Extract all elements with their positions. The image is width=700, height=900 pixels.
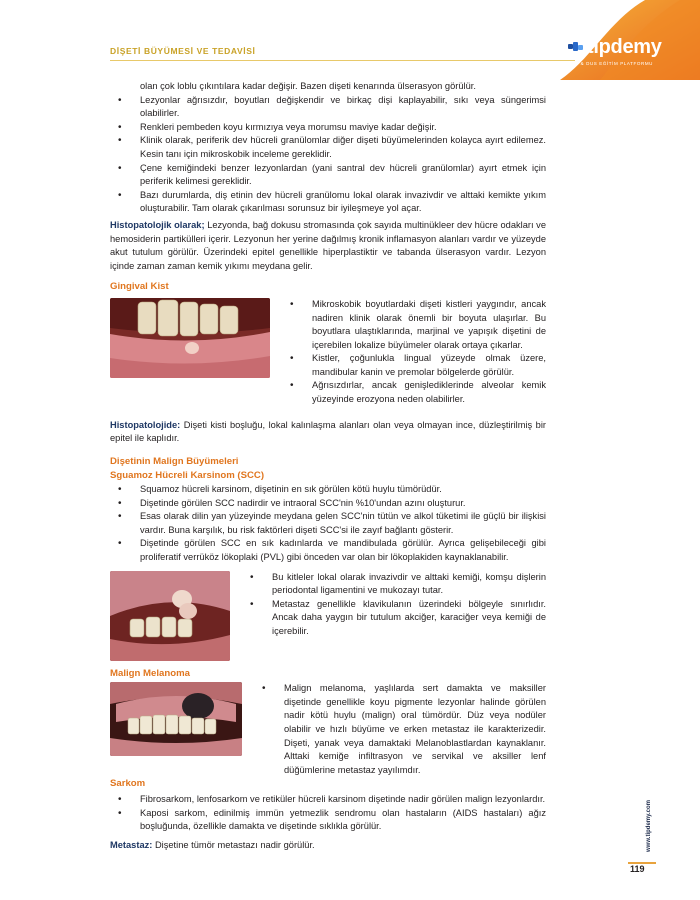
intro-bullets [110,94,546,216]
histopathology-text: Lezyonda, bağ dokusu stromasında çok sayıda multinükleer dev hücre odakları ve hemosiderin partikülleri içerir. Lezyonun her yerine dağılmış kronik inflamasyon alanları vardır ve yüzeyde akut tutulum görülür. Üzerindeki epitel genellikle hiperplastiktir ve tabanda ülserasyon vardır. Lezyon içinde zaman zaman kemik yıkımı meydana gelir. [110,219,546,271]
brand-name: tıpdemy [587,36,662,58]
list-item: • Kaposi sarkom, edinilmiş immün yetmezlik sendromu olan hastaların (AIDS hastaları) ağız boşluğunda, özellikle damakta ve dişetinde sıklıkla görülür. [140,807,546,834]
page-number: 119 [630,864,645,874]
melanoma-heading: Malign Melanoma [110,667,190,679]
list-item: • Fibrosarkom, lenfosarkom ve retiküler hücreli karsinom dişetinde nadir görülen malign lezyonlardır. [140,793,546,807]
header-divider [110,60,575,61]
metastasis-text: Dişetine tümör metastazı nadir görülür. [152,839,315,850]
melanoma-section [110,682,546,777]
histopathology-label: Histopatolojide: [110,419,181,430]
scc-heading: Sguamoz Hücreli Karsinom (SCC) [110,470,265,482]
histopathology-label: Histopatolojik olarak; [110,219,205,230]
list-item: • Bu kitleler lokal olarak invazivdir ve alttaki kemiği, komşu dişlerin periodontal ligamentini ve mukozayı tutar. [272,571,546,598]
list-item: • Dişetinde görülen SCC en sık kadınlarda ve mandibulada görülür. Ayrıca gelişebileceği gibi proliferatif verrüköz lökoplaki (PVL) gibi önceden var olan bir lökoplakiden kaynaklanabilir. [140,537,546,564]
brand-mark-icon [568,42,584,54]
list-item: • Squamoz hücreli karsinom, dişetinin en sık görülen kötü huylu tümörüdür. [140,483,546,497]
running-header: DİŞETİ BÜYÜMESİ VE TEDAVİSİ [110,46,256,56]
scc-photo [110,571,230,661]
histopathology-text: Dişeti kisti boşluğu, lokal kalınlaşma alanları olan veya olmayan ince, düzleştirilmiş bir epitel ile kaplıdır. [110,419,546,444]
brand-tagline: TUS & DUS EĞİTİM PLATFORMU [568,61,654,66]
list-item: • Renkleri pembeden koyu kırmızıya veya morumsu maviye kadar değişir. [140,121,546,135]
brand-logo[interactable] [568,36,688,66]
malignant-heading: Dişetinin Malign Büyümeleri [110,455,239,467]
metastasis-label: Metastaz: [110,839,153,850]
sarcoma-heading: Sarkom [110,778,146,790]
list-item: • Bazı durumlarda, diş etinin dev hücreli granülomu lokal olarak invazivdir ve alttaki kemikte yıkım oluşturabilir. Tam olarak çıkarılması sorunsuz bir iyileşmeye yol açar. [140,189,546,216]
list-item: • Esas olarak dilin yan yüzeyinde meydana gelen SCC'nin tütün ve alkol tüketimi ile güçlü bir ilişkisi vardır. Buna karşılık, bu risk faktörleri dişeti SCC'si ile zayıf bağlantı gösterir. [140,510,546,537]
list-item: • Çene kemiğindeki benzer lezyonlardan (yani santral dev hücreli granülomlar) ayırt etmek için periferik kelimesi gereklidir. [140,162,546,189]
gingival-cyst-section [110,298,546,407]
gingival-cyst-photo [110,298,270,378]
list-item: • Dişetinde görülen SCC nadirdir ve intraoral SCC'nin %10'undan azını oluşturur. [140,497,546,511]
gingival-cyst-heading: Gingival Kist [110,281,169,293]
melanoma-photo [110,682,242,756]
list-item: • Malign melanoma, yaşlılarda sert damakta ve maksiller dişetinde genellikle koyu pigmente lezyonlar halinde görülen nadir kötü huylu (malign) oral tümördür. Düz veya nodüler olabilir ve hızlı büyüme ve erken metastaz ile karakterizedir. Dişeti, yanak veya damaktaki Melanoblastlardan kaynaklanır. Alttaki kemiğe infiltrasyon ve servikal ve aksiller lenf düğümlerine metastaz yayılımdır. [284,682,546,777]
metastasis-paragraph [110,839,546,853]
list-item: • Kistler, çoğunlukla lingual yüzeyde olmak üzere, mandibular kanin ve premolar bölgelerde görülür. [312,352,546,379]
page-content [110,80,546,852]
scc-bullets [110,483,546,565]
scc-photo-section [110,571,546,661]
melanoma-bullets [260,682,546,777]
sarcoma-bullets [110,793,546,834]
list-item: • Klinik olarak, periferik dev hücreli granülomlar diğer dişeti büyümelerinden kolayca ayırt edilemez. Kesin tanı için mikroskobik inceleme gereklidir. [140,134,546,161]
histopathology-paragraph [110,219,546,273]
list-item: • Ağrısızdırlar, ancak genişlediklerinde alveolar kemik yüzeyinde erozyona neden olabilirler. [312,379,546,406]
list-item: • Lezyonlar ağrısızdır, boyutları değişkendir ve birkaç dişi kaplayabilir, sıkı veya süngerimsi olabilirler. [140,94,546,121]
list-item: • Metastaz genellikle klavikulanın üzerindeki bölgeyle sınırlıdır. Ancak daha yaygın bir tutulum akciğer, karaciğer veya kemiği de içerebilir. [272,598,546,639]
gingival-cyst-bullets [288,298,546,407]
scc-photo-bullets [248,571,546,639]
list-item: • Mikroskobik boyutlardaki dişeti kistleri yaygındır, ancak nadiren klinik olarak önemli bir boyuta ulaşırlar. Bu boyutlara ulaştıklarında, marjinal ve yapışık dişetini de içerebilen lokalize büyümeler olarak ortaya çıkarlar. [312,298,546,352]
footer-url[interactable]: www.tipdemy.com [646,799,652,852]
histopathology-paragraph-2 [110,419,546,446]
intro-lead: olan çok loblu çıkıntılara kadar değişir. Bazen dişeti kenarında ülserasyon görülür. [140,81,476,91]
